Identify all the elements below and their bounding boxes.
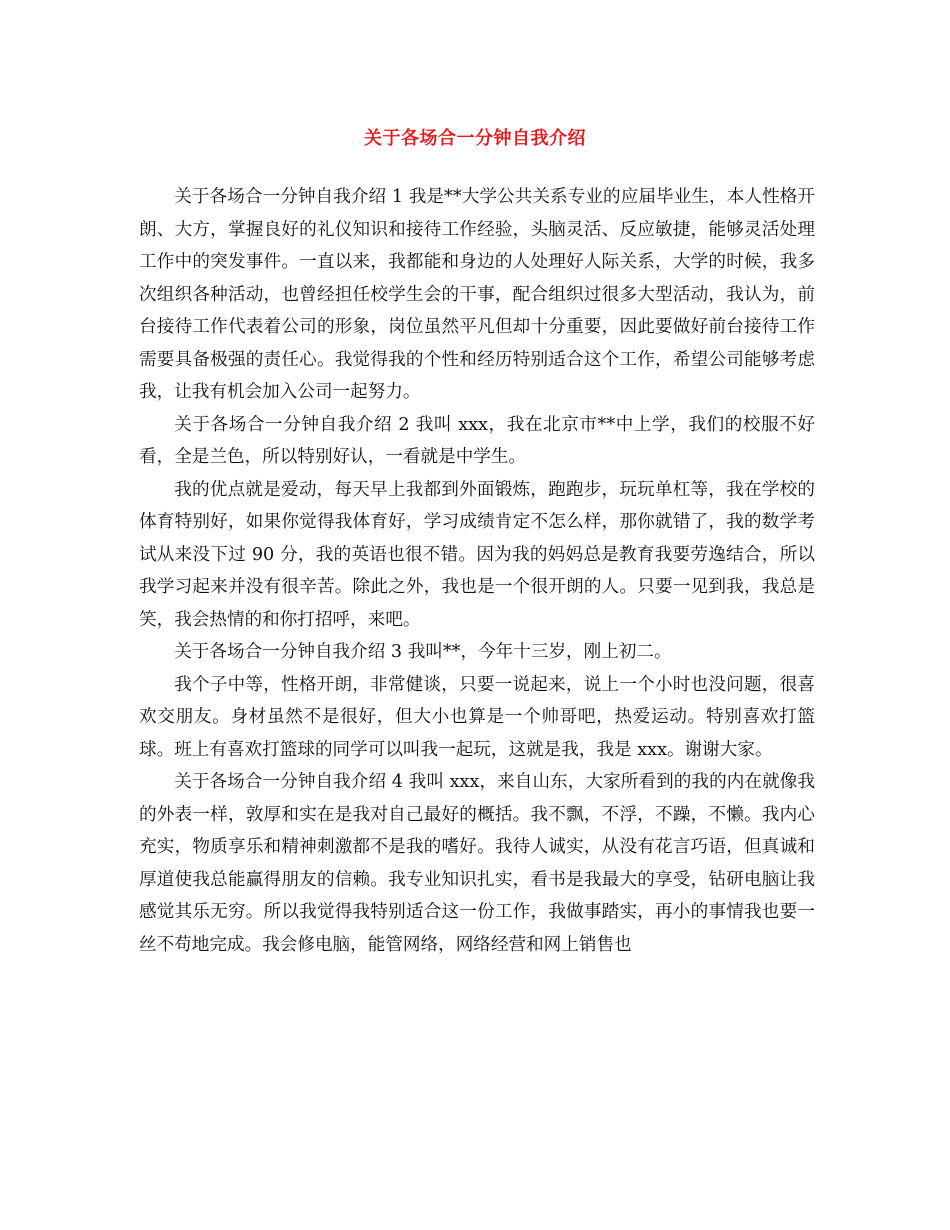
paragraph-intro-2: 关于各场合一分钟自我介绍 2 我叫 xxx，我在北京市**中上学，我们的校服不好看，全是兰色，所以特别好认，一看就是中学生。	[139, 414, 815, 467]
paragraph-intro-4: 关于各场合一分钟自我介绍 4 我叫 xxx，来自山东，大家所看到的我的内在就像我的外表一样，敦厚和实在是我对自己最好的概括。我不飘，不浮，不躁，不懒。我内心充实，物质享乐和精神刺激都不是我的嗜好。我待人诚实，从没有花言巧语，但真诚和厚道使我总能赢得朋友的信赖。我专业知识扎实，看书是我最大的享受，钻研电脑让我感觉其乐无穷。所以我觉得我特别适合这一份工作，我做事踏实，再小的事情我也要一丝不苟地完成。我会修电脑，能管网络，网络经营和网上销售也	[139, 772, 815, 955]
paragraph-intro-3: 关于各场合一分钟自我介绍 3 我叫**，今年十三岁，刚上初二。	[174, 642, 672, 662]
paragraph-intro-2-cont: 我的优点就是爱动，每天早上我都到外面锻炼，跑跑步，玩玩单杠等，我在学校的体育特别好，如果你觉得我体育好，学习成绩肯定不怎么样，那你就错了，我的数学考试从来没下过 90 分，我的英语也很不错。因为我的妈妈总是教育我要劳逸结合，所以我学习起来并没有很辛苦。除此之外，我也是一个很开朗的人。只要一见到我，我总是笑，我会热情的和你打招呼，来吧。	[139, 479, 815, 630]
document-body	[139, 181, 815, 961]
document-title: 关于各场合一分钟自我介绍	[364, 128, 586, 149]
paragraph-intro-3-cont: 我个子中等，性格开朗，非常健谈，只要一说起来，说上一个小时也没问题，很喜欢交朋友。身材虽然不是很好，但大小也算是一个帅哥吧，热爱运动。特别喜欢打篮球。班上有喜欢打篮球的同学可以叫我一起玩，这就是我，我是 xxx。谢谢大家。	[139, 674, 815, 760]
paragraph-intro-1: 关于各场合一分钟自我介绍 1 我是**大学公共关系专业的应届毕业生，本人性格开朗、大方，掌握良好的礼仪知识和接待工作经验，头脑灵活、反应敏捷，能够灵活处理工作中的突发事件。一直以来，我都能和身边的人处理好人际关系，大学的时候，我多次组织各种活动，也曾经担任校学生会的干事，配合组织过很多大型活动，我认为，前台接待工作代表着公司的形象，岗位虽然平凡但却十分重要，因此要做好前台接待工作需要具备极强的责任心。我觉得我的个性和经历特别适合这个工作，希望公司能够考虑我，让我有机会加入公司一起努力。	[139, 187, 815, 402]
